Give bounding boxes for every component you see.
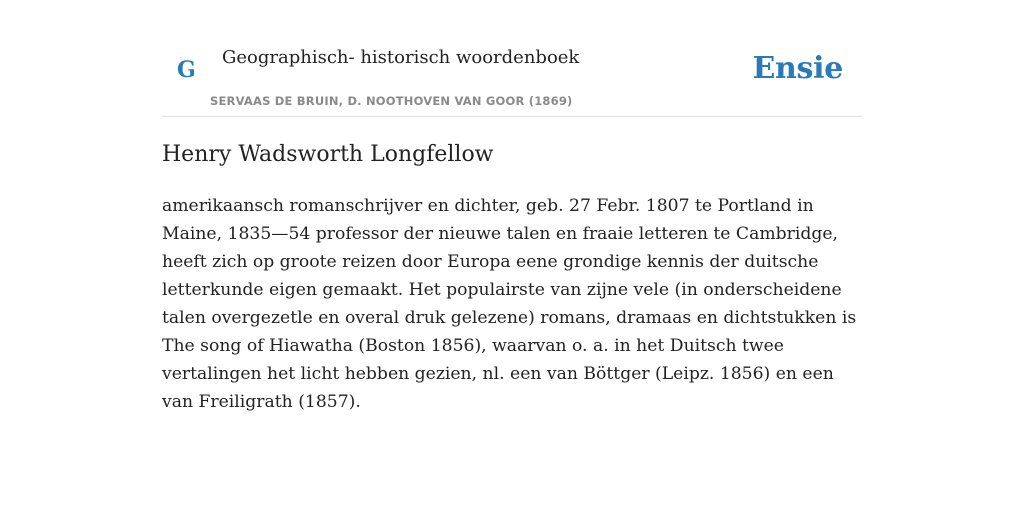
- book-header: [162, 0, 862, 117]
- entry-title: Henry Wadsworth Longfellow: [162, 142, 494, 167]
- book-initial-link[interactable]: G: [177, 57, 196, 83]
- book-title-link[interactable]: Geographisch- historisch woordenboek: [222, 47, 580, 68]
- ensie-logo-link[interactable]: Ensie: [752, 51, 843, 86]
- book-authors: SERVAAS DE BRUIN, D. NOOTHOVEN VAN GOOR (1869): [210, 94, 573, 108]
- entry-body: amerikaansch romanschrijver en dichter, geb. 27 Febr. 1807 te Portland in Maine, 1835—54 professor der nieuwe talen en fraaie letteren te Cambridge, heeft zich op groote reizen door Europa eene grondige kennis der duitsche letterkunde eigen gemaakt. Het populairste van zijne vele (in onderscheidene talen overgezetle en overal druk gelezene) romans, dramaas en dichtstukken is The song of Hiawatha (Boston 1856), waarvan o. a. in het Duitsch twee vertalingen het licht hebben gezien, nl. een van Böttger (Leipz. 1856) en een van Freiligrath (1857).: [162, 196, 857, 412]
